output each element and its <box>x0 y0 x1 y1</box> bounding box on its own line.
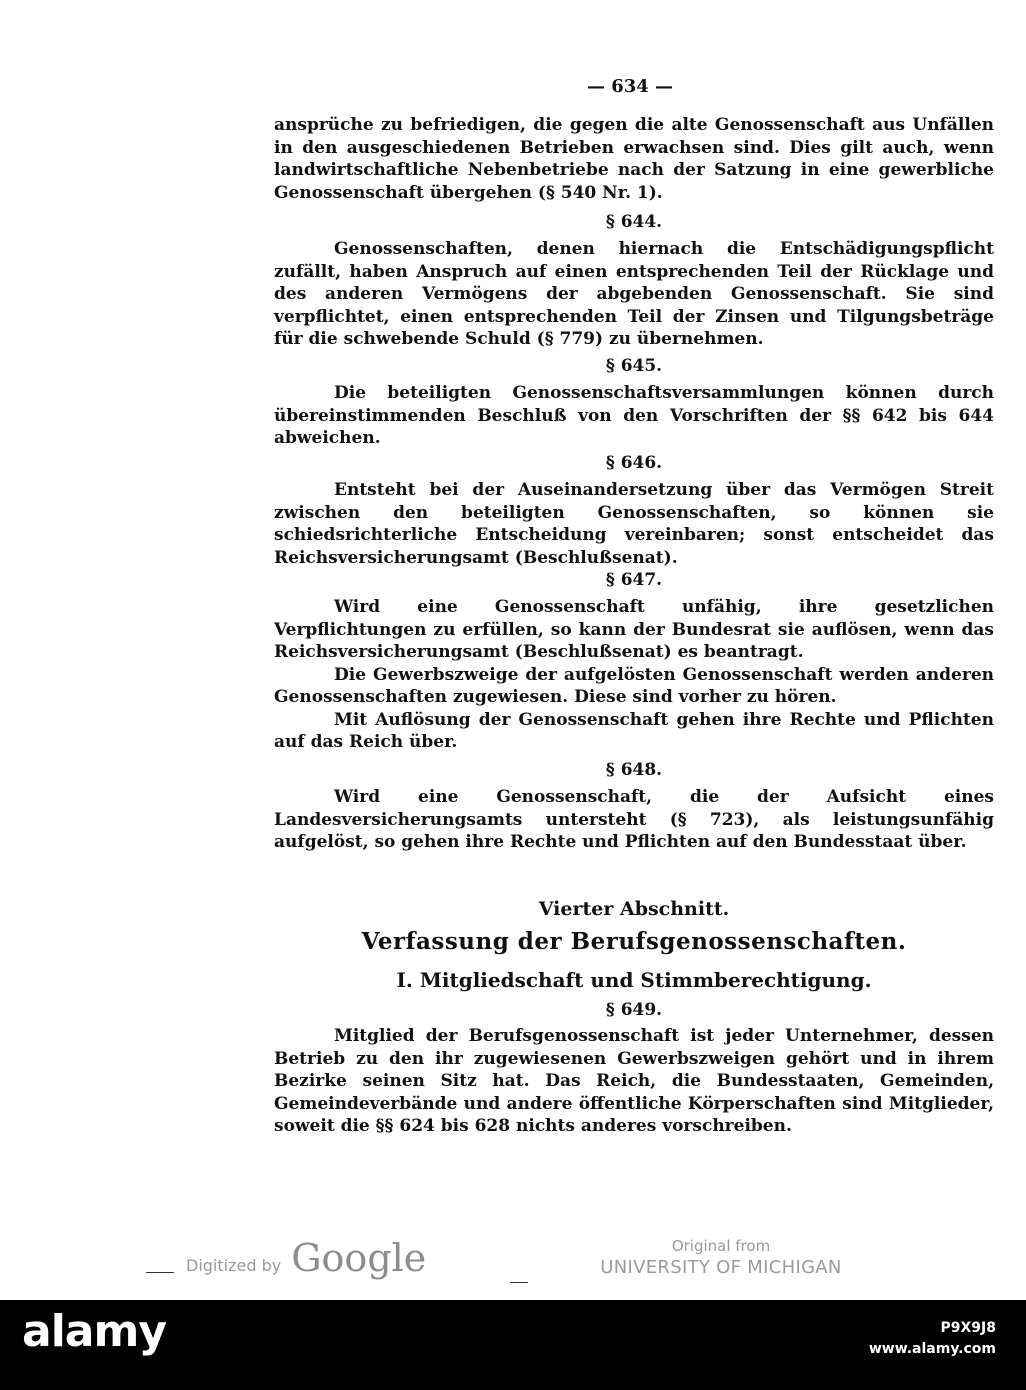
chapter-title: Verfassung der Berufsgenossenschaften. <box>361 928 907 955</box>
paragraph-text: Entsteht bei der Auseinandersetzung über das Vermögen Streit zwischen den beteiligten Genossenschaften, so können sie schiedsrichterliche Entscheidung vereinbaren; sonst entscheidet das Reichsversicherungsamt (Beschlußsenat). <box>274 480 994 568</box>
page-number: — 634 — <box>586 76 674 97</box>
section-648-body <box>274 786 994 854</box>
digitized-by-label: Digitized by <box>186 1256 282 1275</box>
section-645-body <box>274 382 994 450</box>
section-647-heading: § 647. <box>605 570 663 590</box>
paragraph-text: Die beteiligten Genossenschaftsversammlungen können durch übereinstimmenden Beschluß von den Vorschriften der §§ 642 bis 644 abweichen. <box>274 383 994 448</box>
section-649-body <box>274 1025 994 1138</box>
section-644-body <box>274 238 994 351</box>
section-648-heading: § 648. <box>605 760 663 780</box>
original-source <box>596 1236 846 1280</box>
paragraph-text: Mitglied der Berufsgenossenschaft ist jeder Unternehmer, dessen Betrieb zu den ihr zugewiesenen Gewerbszweigen gehört und in ihrem Bezirke seinen Sitz hat. Das Reich, die Bundesstaaten, Gemeinden, Gemeindeverbände und andere öffentliche Körperschaften sind Mitglieder, soweit die §§ 624 bis 628 nichts anderes vorschreiben. <box>274 1026 994 1136</box>
scan-mark <box>146 1272 174 1273</box>
chapter-label: Vierter Abschnitt. <box>538 898 730 920</box>
subsection-title: I. Mitgliedschaft und Stimmberechtigung. <box>396 968 872 992</box>
paragraph-text: Wird eine Genossenschaft, die der Aufsicht eines Landesversicherungsamts untersteht (§ 723), als leistungsunfähig aufgelöst, so gehen ihre Rechte und Pflichten auf den Bundesstaat über. <box>274 787 994 852</box>
intro-paragraph <box>274 114 994 204</box>
paragraph-text: Mit Auflösung der Genossenschaft gehen ihre Rechte und Pflichten auf das Reich über. <box>274 709 994 752</box>
image-id: P9X9J8 <box>940 1320 996 1336</box>
paragraph-text: Genossenschaften, denen hiernach die Entschädigungspflicht zufällt, haben Anspruch auf einen entsprechenden Teil der Rücklage und des anderen Vermögens der abgebenden Genossenschaft. Sie sind verpflichtet, einen entsprechenden Teil der Zinsen und Tilgungsbeträge für die schwebende Schuld (§ 779) zu übernehmen. <box>274 239 994 349</box>
paragraph-text: Wird eine Genossenschaft unfähig, ihre gesetzlichen Verpflichtungen zu erfüllen, so kann der Bundesrat sie auflösen, wenn das Reichsversicherungsamt (Beschlußsenat) es beantragt. <box>274 597 994 662</box>
paragraph-text: Die Gewerbszweige der aufgelösten Genossenschaft werden anderen Genossenschaften zugewiesen. Diese sind vorher zu hören. <box>274 664 994 707</box>
original-from-label: Original from <box>671 1237 771 1255</box>
section-646-body <box>274 479 994 569</box>
university-name: UNIVERSITY OF MICHIGAN <box>600 1257 842 1278</box>
section-644-heading: § 644. <box>605 212 663 232</box>
paragraph-text: ansprüche zu befriedigen, die gegen die alte Genossenschaft aus Unfällen in den ausgeschiedenen Betrieben erwachsen sind. Dies gilt auch, wenn landwirtschaftliche Nebenbetriebe nach der Satzung in eine gewerbliche Genossenschaft übergehen (§ 540 Nr. 1). <box>274 115 994 203</box>
alamy-logo: alamy <box>22 1306 166 1357</box>
section-649-heading: § 649. <box>605 1000 663 1020</box>
section-647-body <box>274 596 994 754</box>
scan-mark <box>510 1282 528 1283</box>
section-645-heading: § 645. <box>605 356 663 376</box>
watermark-meta <box>869 1318 996 1360</box>
section-646-heading: § 646. <box>605 453 663 473</box>
google-logo: Google <box>291 1236 427 1280</box>
digitized-by-google <box>186 1236 426 1286</box>
watermark-site: www.alamy.com <box>868 1341 996 1357</box>
